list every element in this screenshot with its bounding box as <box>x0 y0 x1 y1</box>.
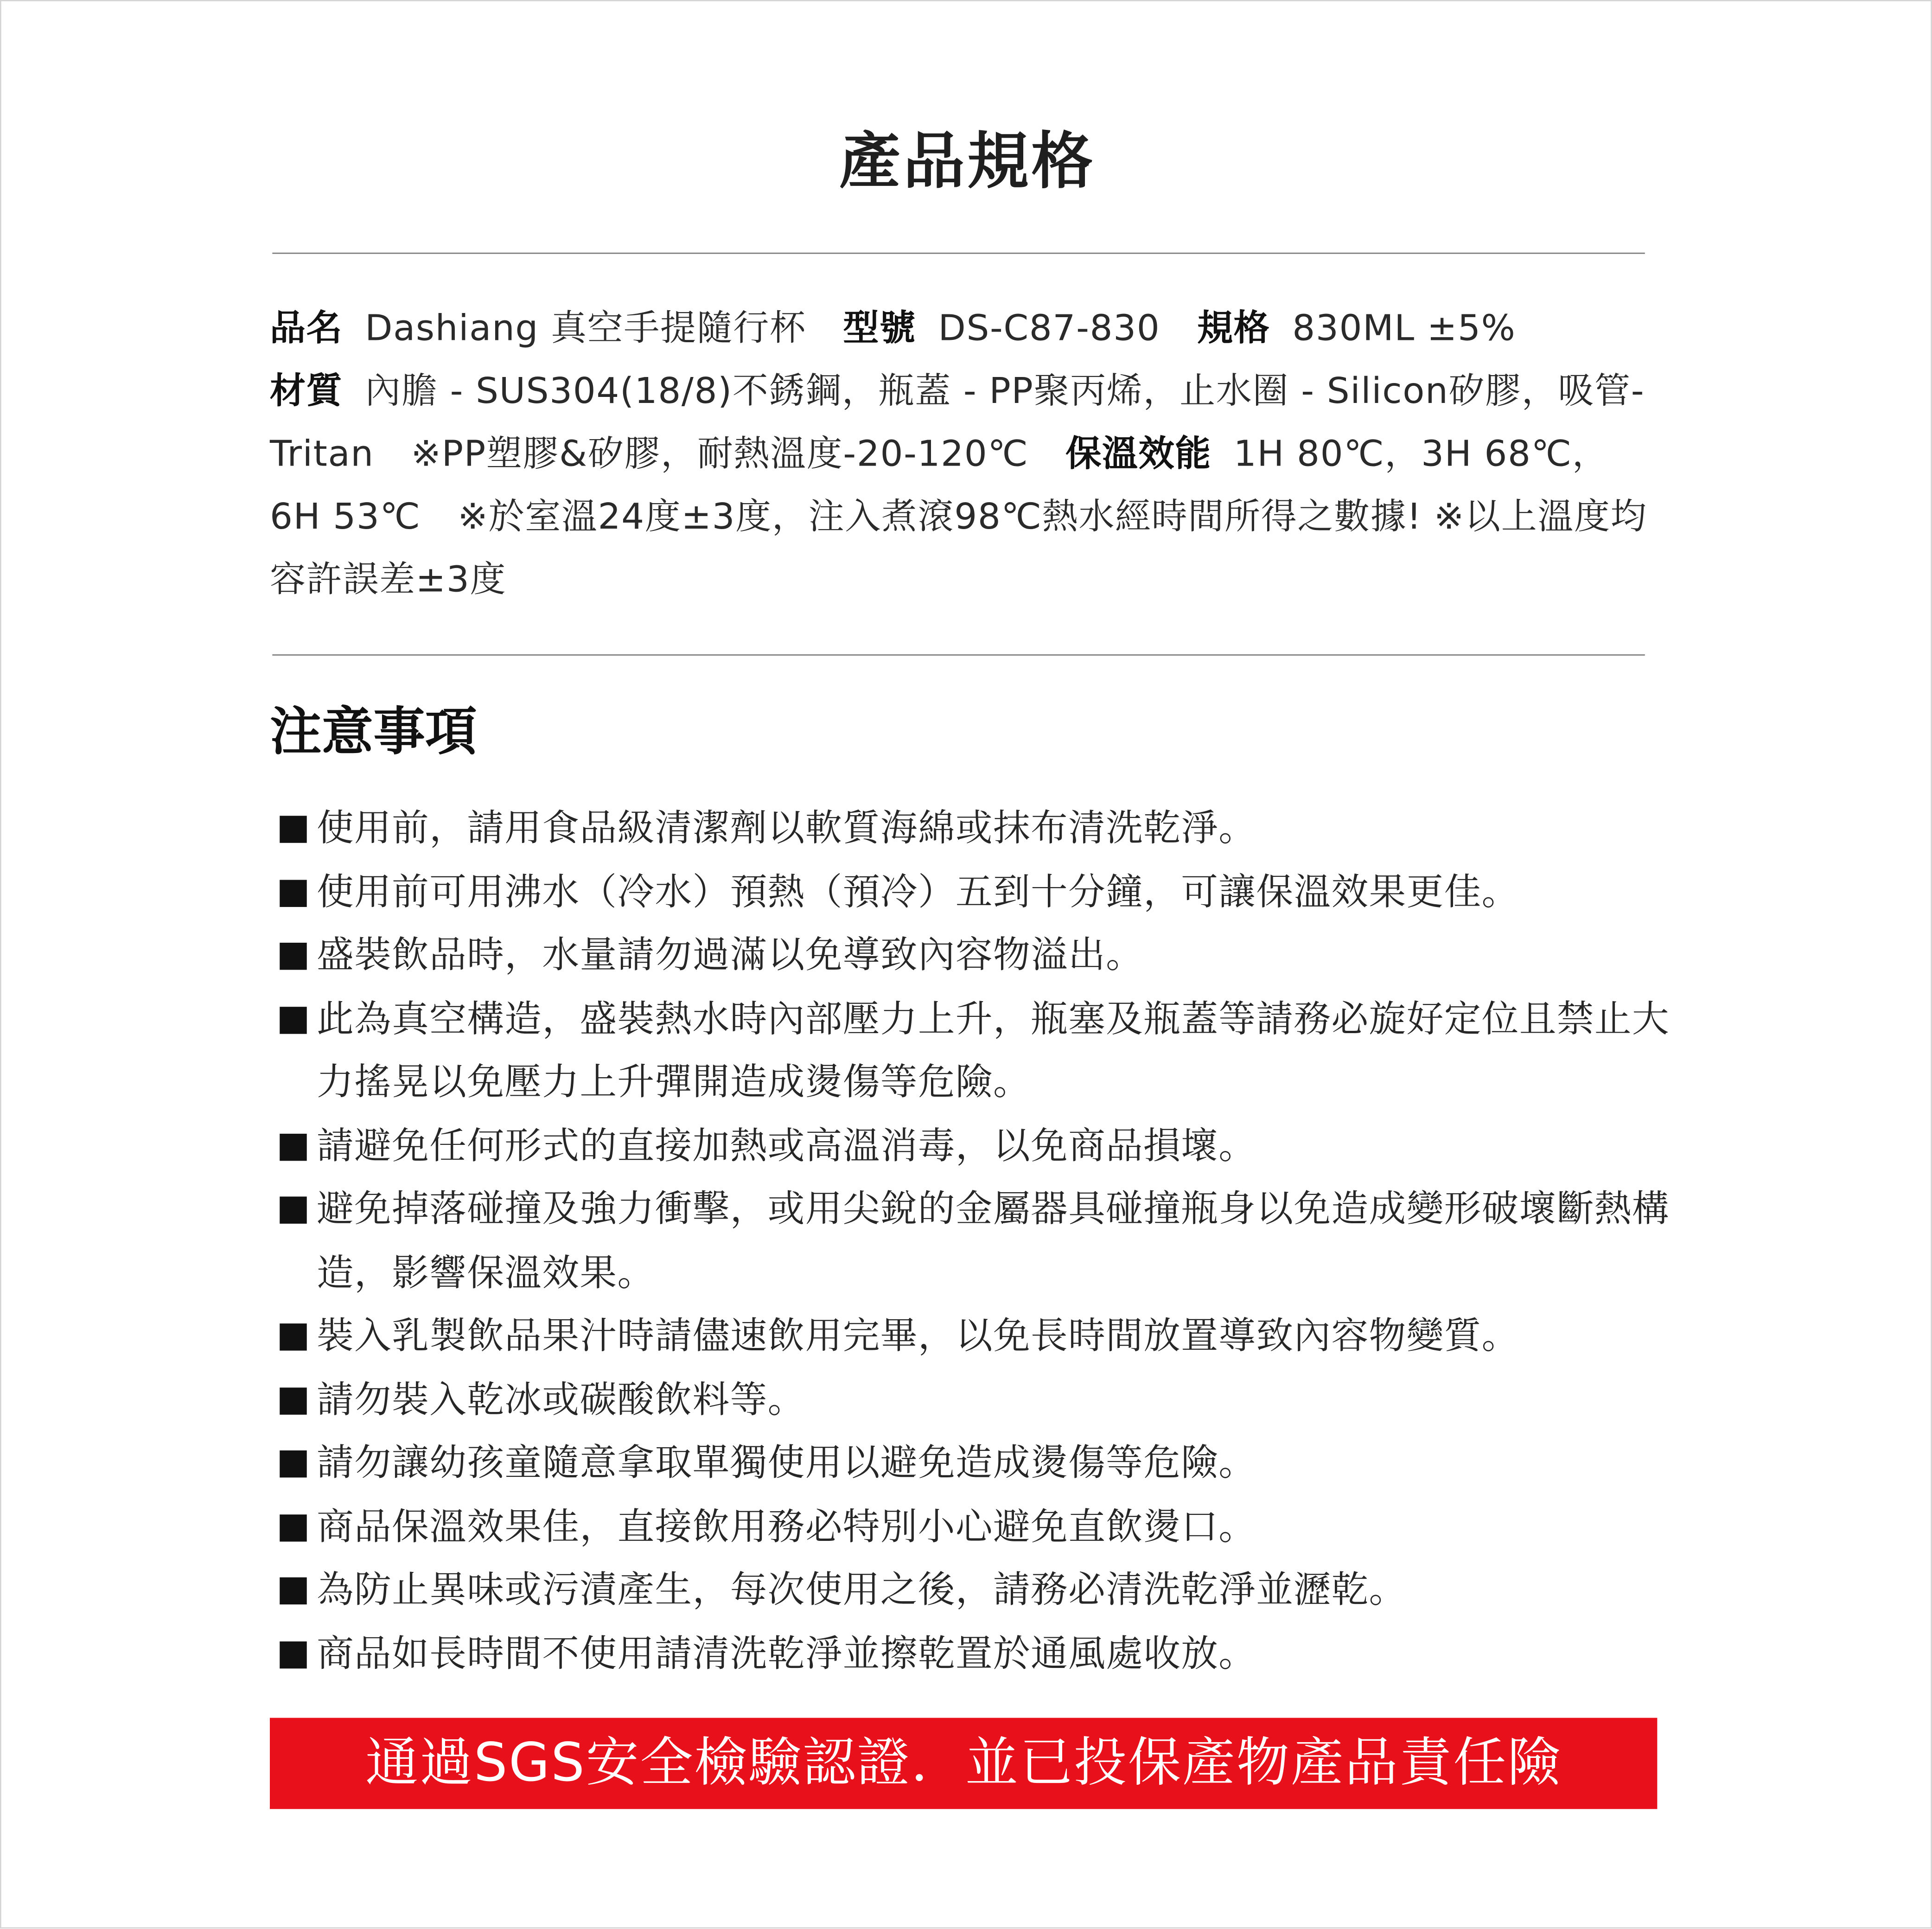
notes-title: 注意事項 <box>269 701 477 762</box>
spec-material-note: ※PP塑膠&矽膠，耐熱溫度-20-120℃ <box>411 432 1029 475</box>
note-text: 使用前可用沸水（冷水）預熱（預冷）五到十分鐘，可讓保溫效果更佳。 <box>316 870 1519 914</box>
note-item <box>280 1559 1672 1622</box>
divider-top <box>272 253 1645 254</box>
spec-insulation-label: 保溫效能 <box>1065 432 1211 475</box>
note-text: 請避免任何形式的直接加熱或高溫消毒，以免商品損壞。 <box>316 1124 1256 1168</box>
square-bullet-icon <box>280 1578 306 1604</box>
note-item <box>280 1432 1672 1495</box>
square-bullet-icon <box>280 1196 306 1223</box>
spec-size-label: 規格 <box>1197 307 1270 349</box>
square-bullet-icon <box>280 1006 306 1033</box>
square-bullet-icon <box>280 1450 306 1477</box>
note-text: 商品如長時間不使用請清洗乾淨並擦乾置於通風處收放。 <box>316 1632 1256 1675</box>
note-item <box>280 861 1672 924</box>
spec-size-value: 830ML ±5% <box>1292 307 1516 349</box>
square-bullet-icon <box>280 879 306 906</box>
certification-banner: 通過SGS安全檢驗認證．並已投保產物產品責任險 <box>270 1718 1657 1809</box>
spec-model-label: 型號 <box>843 307 916 349</box>
note-text: 請勿讓幼孩童隨意拿取單獨使用以避免造成燙傷等危險。 <box>316 1442 1256 1485</box>
spec-insulation-value: 1H 80℃，3H 68℃，6H 53℃ <box>269 432 1609 537</box>
notes-list <box>280 797 1672 1686</box>
spec-material-label: 材質 <box>269 370 343 412</box>
spec-insulation-note: ※於室溫24度±3度，注入煮滾98℃熱水經時間所得之數據! ※以上溫度均容許誤差±3度 <box>269 495 1647 600</box>
square-bullet-icon <box>280 1387 306 1414</box>
note-item <box>280 1305 1672 1368</box>
spec-name-value: Dashiang 真空手提隨行杯 <box>365 307 806 349</box>
page-title: 產品規格 <box>839 126 1096 198</box>
note-item <box>280 1115 1672 1178</box>
note-item <box>280 1495 1672 1559</box>
square-bullet-icon <box>280 816 306 843</box>
note-item <box>280 1178 1672 1305</box>
spec-name-label: 品名 <box>269 307 343 349</box>
note-text: 此為真空構造，盛裝熱水時內部壓力上升，瓶塞及瓶蓋等請務必旋好定位且禁止大力搖晃以免壓力上升彈開造成燙傷等危險。 <box>316 997 1670 1105</box>
note-item <box>280 1622 1672 1686</box>
spec-material-value: 內膽 - SUS304(18/8)不銹鋼，瓶蓋 - PP聚丙烯，止水圈 - Silicon矽膠，吸管- Tritan <box>269 370 1645 475</box>
divider-bottom <box>272 654 1645 656</box>
square-bullet-icon <box>280 943 306 970</box>
note-text: 請勿裝入乾冰或碳酸飲料等。 <box>316 1378 805 1422</box>
note-item <box>280 797 1672 861</box>
note-item <box>280 988 1672 1115</box>
note-text: 為防止異味或污漬產生，每次使用之後，請務必清洗乾淨並瀝乾。 <box>316 1569 1407 1612</box>
square-bullet-icon <box>280 1514 306 1541</box>
spec-model-value: DS-C87-830 <box>938 307 1160 349</box>
square-bullet-icon <box>280 1323 306 1350</box>
spec-block <box>270 297 1650 611</box>
square-bullet-icon <box>280 1641 306 1668</box>
note-text: 商品保溫效果佳，直接飲用務必特別小心避免直飲燙口。 <box>316 1505 1256 1549</box>
note-text: 使用前，請用食品級清潔劑以軟質海綿或抹布清洗乾淨。 <box>316 807 1256 850</box>
square-bullet-icon <box>280 1133 306 1160</box>
note-text: 避免掉落碰撞及強力衝擊，或用尖銳的金屬器具碰撞瓶身以免造成變形破壞斷熱構造，影響保溫效果。 <box>316 1188 1670 1295</box>
note-text: 盛裝飲品時，水量請勿過滿以免導致內容物溢出。 <box>316 934 1144 977</box>
note-item <box>280 1368 1672 1432</box>
note-item <box>280 924 1672 988</box>
note-text: 裝入乳製飲品果汁時請儘速飲用完畢，以免長時間放置導致內容物變質。 <box>316 1315 1519 1358</box>
